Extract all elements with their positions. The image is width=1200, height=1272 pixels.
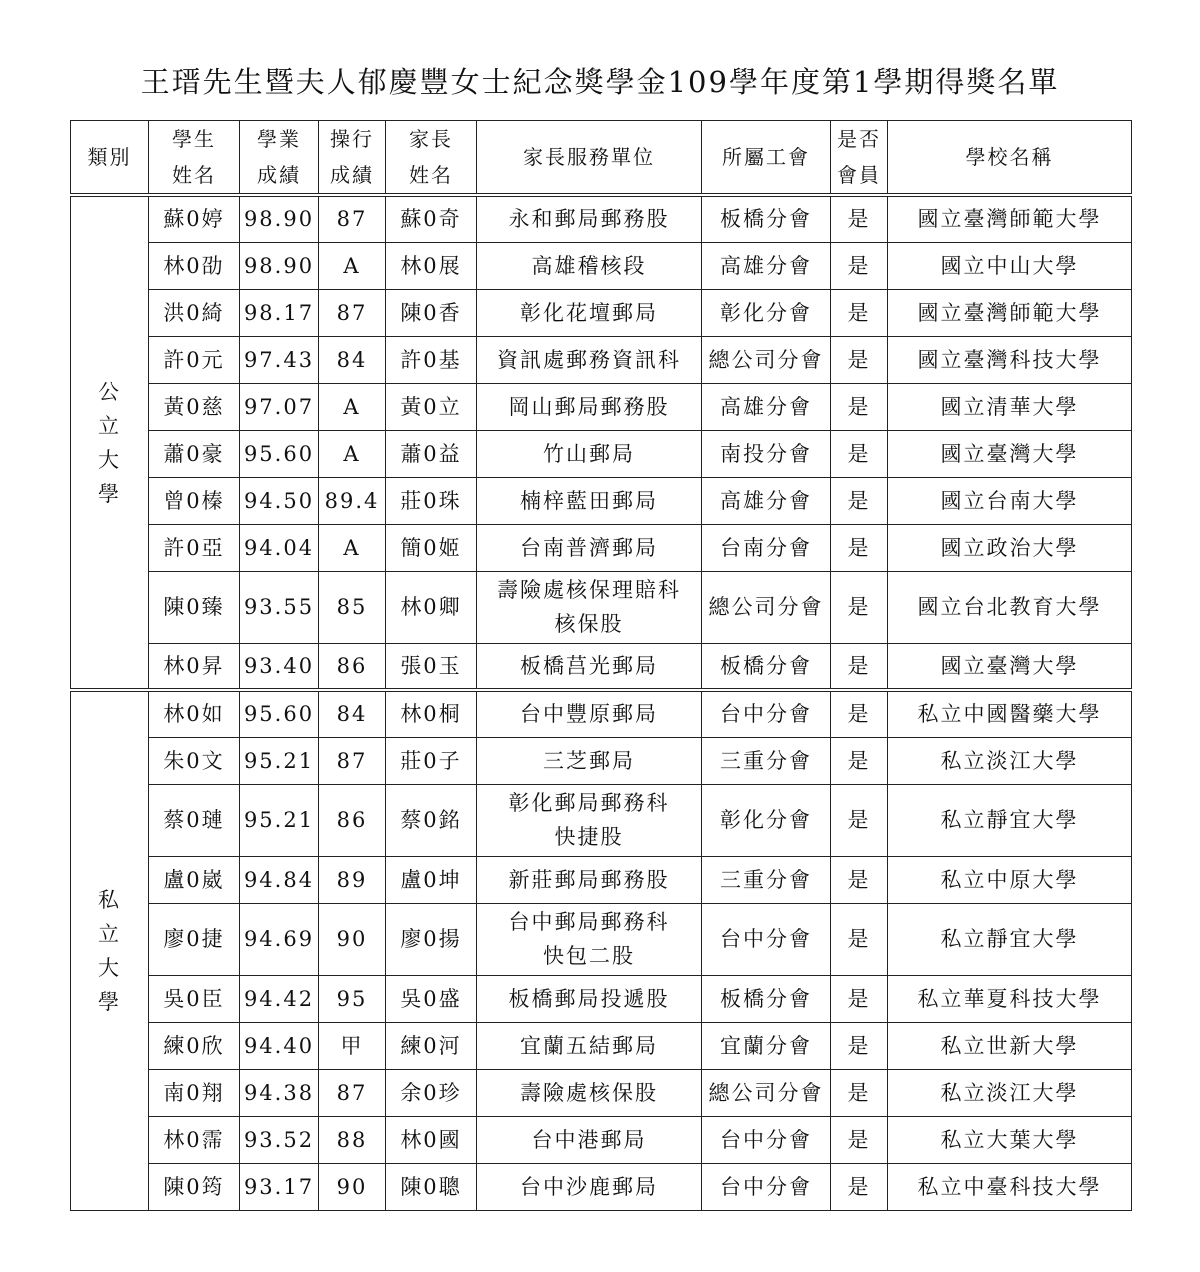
category-char: 大 [98, 447, 121, 472]
table-row [71, 195, 1132, 242]
parent-unit-cell [477, 383, 702, 430]
header-parent-name-line1: 家長 [409, 127, 453, 151]
union-cell: 台南分會 [702, 524, 831, 571]
conduct-score-cell: 87 [319, 289, 386, 336]
parent-name-cell: 蘇0奇 [386, 195, 477, 242]
academic-score-cell: 98.90 [240, 195, 319, 242]
student-name-cell: 吳0臣 [149, 975, 240, 1022]
union-cell: 總公司分會 [702, 571, 831, 643]
student-name-cell: 黃0慈 [149, 383, 240, 430]
conduct-score-cell: 87 [319, 195, 386, 242]
header-academic-score-line2: 成績 [257, 163, 301, 187]
parent-unit-cell [477, 430, 702, 477]
parent-unit-cell [477, 571, 702, 643]
union-cell: 三重分會 [702, 856, 831, 903]
student-name-cell: 陳0臻 [149, 571, 240, 643]
table-row [71, 737, 1132, 784]
conduct-score-cell: 86 [319, 643, 386, 690]
member-cell: 是 [831, 430, 888, 477]
member-cell: 是 [831, 1116, 888, 1163]
academic-score-cell: 94.50 [240, 477, 319, 524]
parent-unit-cell [477, 1116, 702, 1163]
member-cell: 是 [831, 690, 888, 737]
conduct-score-cell: A [319, 524, 386, 571]
school-cell: 私立世新大學 [888, 1022, 1132, 1069]
student-name-cell: 許0元 [149, 336, 240, 383]
school-cell: 私立靜宜大學 [888, 784, 1132, 856]
member-cell: 是 [831, 856, 888, 903]
student-name-cell: 盧0崴 [149, 856, 240, 903]
member-cell: 是 [831, 477, 888, 524]
parent-name-cell: 許0基 [386, 336, 477, 383]
conduct-score-cell: 87 [319, 737, 386, 784]
conduct-score-cell: 90 [319, 1163, 386, 1210]
union-cell: 宜蘭分會 [702, 1022, 831, 1069]
student-name-cell: 許0亞 [149, 524, 240, 571]
school-cell: 私立中臺科技大學 [888, 1163, 1132, 1210]
parent-name-cell: 林0展 [386, 242, 477, 289]
table-row [71, 643, 1132, 690]
union-cell: 南投分會 [702, 430, 831, 477]
academic-score-cell: 98.17 [240, 289, 319, 336]
union-cell: 總公司分會 [702, 1069, 831, 1116]
parent-name-cell: 余0珍 [386, 1069, 477, 1116]
academic-score-cell: 97.07 [240, 383, 319, 430]
parent-unit-line: 台中沙鹿郵局 [520, 1174, 658, 1199]
academic-score-cell: 93.17 [240, 1163, 319, 1210]
student-name-cell: 蔡0璉 [149, 784, 240, 856]
parent-unit-line: 快包二股 [543, 944, 635, 968]
school-cell: 國立中山大學 [888, 242, 1132, 289]
parent-name-cell: 陳0香 [386, 289, 477, 336]
parent-unit-cell [477, 856, 702, 903]
table-row [71, 690, 1132, 737]
student-name-cell: 陳0筠 [149, 1163, 240, 1210]
table-row [71, 336, 1132, 383]
conduct-score-cell: 87 [319, 1069, 386, 1116]
academic-score-cell: 94.40 [240, 1022, 319, 1069]
school-cell: 私立中國醫藥大學 [888, 690, 1132, 737]
member-cell: 是 [831, 289, 888, 336]
conduct-score-cell: 84 [319, 336, 386, 383]
parent-name-cell: 吳0盛 [386, 975, 477, 1022]
academic-score-cell: 93.55 [240, 571, 319, 643]
parent-name-cell: 莊0珠 [386, 477, 477, 524]
parent-unit-line: 竹山郵局 [543, 441, 635, 466]
member-cell: 是 [831, 643, 888, 690]
union-cell: 板橋分會 [702, 195, 831, 242]
table-row [71, 975, 1132, 1022]
parent-unit-line: 壽險處核保股 [520, 1080, 658, 1105]
student-name-cell: 廖0捷 [149, 903, 240, 975]
student-name-cell: 林0霈 [149, 1116, 240, 1163]
school-cell: 國立臺灣師範大學 [888, 289, 1132, 336]
school-cell: 私立淡江大學 [888, 737, 1132, 784]
academic-score-cell: 94.42 [240, 975, 319, 1022]
union-cell: 彰化分會 [702, 289, 831, 336]
parent-unit-cell [477, 1069, 702, 1116]
school-cell: 國立清華大學 [888, 383, 1132, 430]
member-cell: 是 [831, 195, 888, 242]
school-cell: 國立政治大學 [888, 524, 1132, 571]
parent-unit-line: 快捷股 [554, 825, 624, 849]
table-row [71, 289, 1132, 336]
member-cell: 是 [831, 737, 888, 784]
table-row [71, 571, 1132, 643]
union-cell: 板橋分會 [702, 975, 831, 1022]
header-school: 學校名稱 [888, 121, 1132, 196]
parent-name-cell: 練0河 [386, 1022, 477, 1069]
header-is-member-line2: 會員 [837, 163, 881, 187]
student-name-cell: 林0如 [149, 690, 240, 737]
conduct-score-cell: 88 [319, 1116, 386, 1163]
school-cell: 私立華夏科技大學 [888, 975, 1132, 1022]
parent-unit-line: 三芝郵局 [543, 748, 635, 773]
parent-unit-cell [477, 975, 702, 1022]
academic-score-cell: 95.21 [240, 737, 319, 784]
parent-unit-cell [477, 737, 702, 784]
school-cell: 國立臺灣大學 [888, 643, 1132, 690]
parent-name-cell: 林0桐 [386, 690, 477, 737]
parent-name-cell: 林0國 [386, 1116, 477, 1163]
parent-name-cell: 黃0立 [386, 383, 477, 430]
category-cell [71, 690, 149, 1210]
parent-unit-line: 宜蘭五結郵局 [520, 1033, 658, 1058]
table-row [71, 1069, 1132, 1116]
table-header [71, 121, 1132, 196]
table-row [71, 856, 1132, 903]
academic-score-cell: 95.21 [240, 784, 319, 856]
member-cell: 是 [831, 242, 888, 289]
parent-name-cell: 林0卿 [386, 571, 477, 643]
union-cell: 台中分會 [702, 1163, 831, 1210]
union-cell: 三重分會 [702, 737, 831, 784]
parent-unit-cell [477, 289, 702, 336]
conduct-score-cell: 89 [319, 856, 386, 903]
school-cell: 國立臺灣科技大學 [888, 336, 1132, 383]
parent-unit-line: 彰化花壇郵局 [520, 300, 658, 325]
member-cell: 是 [831, 975, 888, 1022]
union-cell: 台中分會 [702, 1116, 831, 1163]
header-category: 類別 [71, 121, 149, 196]
parent-unit-cell [477, 242, 702, 289]
parent-unit-cell [477, 784, 702, 856]
academic-score-cell: 97.43 [240, 336, 319, 383]
student-name-cell: 曾0榛 [149, 477, 240, 524]
private-university-group [71, 690, 1132, 1210]
table-row [71, 1022, 1132, 1069]
parent-unit-cell [477, 336, 702, 383]
union-cell: 高雄分會 [702, 477, 831, 524]
header-conduct-score-line2: 成績 [330, 163, 374, 187]
parent-unit-cell [477, 524, 702, 571]
header-parent-unit: 家長服務單位 [477, 121, 702, 196]
conduct-score-cell: 84 [319, 690, 386, 737]
page-title: 王瑨先生暨夫人郁慶豐女士紀念獎學金109學年度第1學期得獎名單 [140, 65, 1060, 99]
school-cell: 國立臺灣大學 [888, 430, 1132, 477]
student-name-cell: 南0翔 [149, 1069, 240, 1116]
union-cell: 總公司分會 [702, 336, 831, 383]
parent-unit-cell [477, 477, 702, 524]
parent-name-cell: 簡0姬 [386, 524, 477, 571]
parent-unit-line: 高雄稽核段 [531, 253, 647, 278]
academic-score-cell: 94.38 [240, 1069, 319, 1116]
category-char: 私 [98, 887, 121, 912]
header-academic-score-line1: 學業 [257, 127, 301, 151]
header-academic-score [240, 121, 319, 196]
header-student-name-line2: 姓名 [172, 163, 216, 187]
parent-name-cell: 盧0坤 [386, 856, 477, 903]
header-parent-name-line2: 姓名 [409, 163, 453, 187]
academic-score-cell: 93.52 [240, 1116, 319, 1163]
member-cell: 是 [831, 784, 888, 856]
conduct-score-cell: 85 [319, 571, 386, 643]
header-union: 所屬工會 [702, 121, 831, 196]
parent-unit-cell [477, 903, 702, 975]
academic-score-cell: 98.90 [240, 242, 319, 289]
parent-unit-line: 板橋莒光郵局 [520, 653, 658, 678]
table-row [71, 477, 1132, 524]
parent-name-cell: 張0玉 [386, 643, 477, 690]
award-table [70, 120, 1132, 1211]
member-cell: 是 [831, 571, 888, 643]
school-cell: 國立台南大學 [888, 477, 1132, 524]
parent-name-cell: 蔡0銘 [386, 784, 477, 856]
union-cell: 台中分會 [702, 690, 831, 737]
table-row [71, 430, 1132, 477]
header-parent-name [386, 121, 477, 196]
parent-name-cell: 陳0聰 [386, 1163, 477, 1210]
school-cell: 私立靜宜大學 [888, 903, 1132, 975]
parent-unit-line: 岡山郵局郵務股 [508, 394, 670, 419]
student-name-cell: 蕭0豪 [149, 430, 240, 477]
header-is-member [831, 121, 888, 196]
parent-unit-cell [477, 195, 702, 242]
conduct-score-cell: A [319, 242, 386, 289]
union-cell: 高雄分會 [702, 383, 831, 430]
union-cell: 台中分會 [702, 903, 831, 975]
parent-name-cell: 廖0揚 [386, 903, 477, 975]
academic-score-cell: 94.04 [240, 524, 319, 571]
school-cell: 國立台北教育大學 [888, 571, 1132, 643]
parent-unit-cell [477, 643, 702, 690]
parent-unit-line: 楠梓藍田郵局 [520, 488, 658, 513]
parent-unit-line: 新莊郵局郵務股 [508, 867, 670, 892]
parent-unit-line: 台中郵局郵務科 [508, 910, 670, 934]
parent-unit-line: 台中豐原郵局 [520, 702, 658, 727]
conduct-score-cell: 89.4 [319, 477, 386, 524]
parent-unit-line: 彰化郵局郵務科 [508, 791, 670, 815]
member-cell: 是 [831, 1022, 888, 1069]
conduct-score-cell: A [319, 430, 386, 477]
parent-unit-line: 核保股 [554, 612, 624, 636]
member-cell: 是 [831, 383, 888, 430]
student-name-cell: 蘇0婷 [149, 195, 240, 242]
category-char: 學 [98, 481, 121, 506]
header-student-name-line1: 學生 [172, 127, 216, 151]
table-row [71, 1116, 1132, 1163]
parent-unit-cell [477, 690, 702, 737]
parent-unit-line: 資訊處郵務資訊科 [497, 347, 681, 372]
school-cell: 國立臺灣師範大學 [888, 195, 1132, 242]
student-name-cell: 林0昇 [149, 643, 240, 690]
student-name-cell: 洪0綺 [149, 289, 240, 336]
category-char: 公 [98, 379, 121, 404]
public-university-group [71, 195, 1132, 690]
union-cell: 彰化分會 [702, 784, 831, 856]
academic-score-cell: 93.40 [240, 643, 319, 690]
parent-unit-line: 壽險處核保理賠科 [497, 578, 681, 602]
member-cell: 是 [831, 1163, 888, 1210]
parent-unit-line: 台南普濟郵局 [520, 535, 658, 560]
table-row [71, 383, 1132, 430]
category-cell [71, 195, 149, 690]
category-char: 大 [98, 955, 121, 980]
conduct-score-cell: 甲 [319, 1022, 386, 1069]
member-cell: 是 [831, 336, 888, 383]
table-row [71, 242, 1132, 289]
academic-score-cell: 95.60 [240, 690, 319, 737]
conduct-score-cell: 90 [319, 903, 386, 975]
member-cell: 是 [831, 903, 888, 975]
header-is-member-line1: 是否 [837, 127, 881, 151]
table-row [71, 524, 1132, 571]
parent-unit-cell [477, 1163, 702, 1210]
school-cell: 私立大葉大學 [888, 1116, 1132, 1163]
header-conduct-score-line1: 操行 [330, 127, 374, 151]
student-name-cell: 林0劭 [149, 242, 240, 289]
parent-unit-cell [477, 1022, 702, 1069]
parent-unit-line: 板橋郵局投遞股 [508, 986, 670, 1011]
conduct-score-cell: A [319, 383, 386, 430]
parent-unit-line: 永和郵局郵務股 [508, 207, 670, 232]
parent-name-cell: 蕭0益 [386, 430, 477, 477]
category-char: 立 [98, 413, 121, 438]
category-char: 學 [98, 989, 121, 1014]
union-cell: 板橋分會 [702, 643, 831, 690]
school-cell: 私立淡江大學 [888, 1069, 1132, 1116]
member-cell: 是 [831, 1069, 888, 1116]
parent-unit-line: 台中港郵局 [531, 1127, 647, 1152]
union-cell: 高雄分會 [702, 242, 831, 289]
student-name-cell: 朱0文 [149, 737, 240, 784]
parent-name-cell: 莊0子 [386, 737, 477, 784]
academic-score-cell: 94.84 [240, 856, 319, 903]
header-student-name [149, 121, 240, 196]
academic-score-cell: 95.60 [240, 430, 319, 477]
category-char: 立 [98, 921, 121, 946]
table-row [71, 903, 1132, 975]
member-cell: 是 [831, 524, 888, 571]
header-conduct-score [319, 121, 386, 196]
conduct-score-cell: 86 [319, 784, 386, 856]
academic-score-cell: 94.69 [240, 903, 319, 975]
table-row [71, 1163, 1132, 1210]
school-cell: 私立中原大學 [888, 856, 1132, 903]
conduct-score-cell: 95 [319, 975, 386, 1022]
student-name-cell: 練0欣 [149, 1022, 240, 1069]
table-row [71, 784, 1132, 856]
